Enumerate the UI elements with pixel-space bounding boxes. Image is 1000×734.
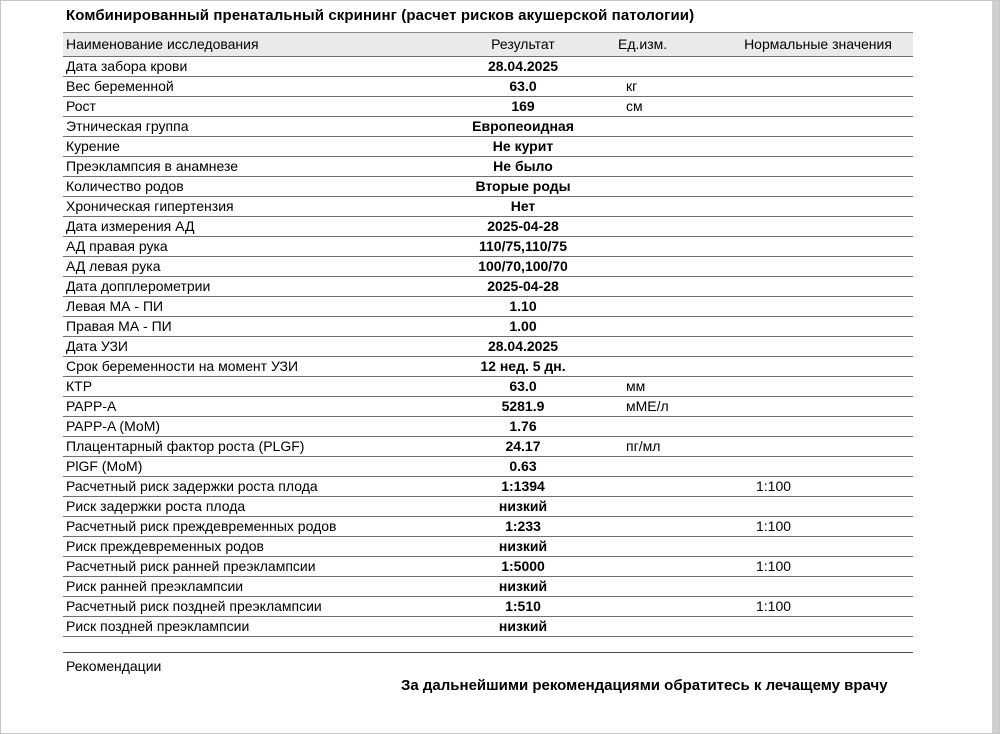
study-result-cell: Нет: [510, 198, 536, 214]
study-result-cell: 24.17: [505, 438, 541, 454]
table-row: [63, 77, 913, 97]
study-result-cell: 5281.9: [501, 398, 545, 414]
study-normal-cell: 1:100: [756, 518, 792, 534]
table-row: [63, 97, 913, 117]
study-name-cell: Дата измерения АД: [66, 218, 195, 234]
study-normal-cell: [723, 257, 913, 276]
study-name-cell: Вес беременной: [66, 78, 174, 94]
table-row: [63, 457, 913, 477]
study-normal-cell: [723, 277, 913, 296]
study-normal-cell: [723, 157, 913, 176]
study-name-cell: Этническая группа: [66, 118, 189, 134]
study-name-cell: АД правая рука: [66, 238, 168, 254]
study-units-cell: пг/мл: [626, 438, 661, 454]
column-header-study-name: Наименование исследования: [66, 36, 259, 52]
study-result-cell: Европеоидная: [472, 118, 574, 134]
study-units-cell: [603, 237, 723, 256]
table-row: [63, 537, 913, 557]
table-row: [63, 557, 913, 577]
table-row: [63, 137, 913, 157]
study-result-cell: 1.76: [509, 418, 537, 434]
table-row: [63, 517, 913, 537]
study-normal-cell: [723, 437, 913, 456]
table-row: [63, 157, 913, 177]
study-result-cell: 28.04.2025: [487, 338, 559, 354]
study-name-cell: PAPP-A (МоМ): [66, 418, 161, 434]
study-units-cell: [603, 137, 723, 156]
study-name-cell: Расчетный риск преждевременных родов: [66, 518, 337, 534]
study-normal-cell: [723, 317, 913, 336]
table-row: [63, 357, 913, 377]
study-result-cell: низкий: [498, 618, 548, 634]
study-name-cell: КТР: [66, 378, 93, 394]
study-result-cell: 0.63: [509, 458, 537, 474]
table-body: [63, 57, 913, 637]
table-row: [63, 257, 913, 277]
study-normal-cell: [723, 177, 913, 196]
study-result-cell: 1.10: [509, 298, 537, 314]
study-result-cell: Вторые роды: [475, 178, 571, 194]
study-result-cell: Не было: [493, 158, 553, 174]
table-row: [63, 577, 913, 597]
study-normal-cell: [723, 137, 913, 156]
recommendations-text: За дальнейшими рекомендациями обратитесь к лечащему врачу: [401, 677, 888, 694]
study-units-cell: [603, 537, 723, 556]
table-row: [63, 397, 913, 417]
recommendations-section: [63, 653, 913, 727]
study-name-cell: Дата забора крови: [66, 58, 188, 74]
study-result-cell: низкий: [498, 498, 548, 514]
study-name-cell: Дата УЗИ: [66, 338, 128, 354]
study-units-cell: [603, 257, 723, 276]
table-row: [63, 337, 913, 357]
study-normal-cell: [723, 217, 913, 236]
study-name-cell: Риск ранней преэклампсии: [66, 578, 244, 594]
study-result-cell: 110/75,110/75: [479, 238, 567, 254]
study-normal-cell: [723, 397, 913, 416]
study-name-cell: Правая МА - ПИ: [66, 318, 172, 334]
study-units-cell: кг: [626, 78, 638, 94]
table-row: [63, 417, 913, 437]
column-header-units: Ед.изм.: [618, 36, 668, 52]
study-result-cell: 2025-04-28: [487, 278, 559, 294]
table-row: [63, 277, 913, 297]
study-units-cell: [603, 197, 723, 216]
study-result-cell: 12 нед. 5 дн.: [480, 358, 566, 374]
study-result-cell: 1:510: [505, 598, 541, 614]
study-normal-cell: [723, 57, 913, 76]
study-name-cell: Риск поздней преэклампсии: [66, 618, 250, 634]
study-normal-cell: [723, 577, 913, 596]
study-units-cell: [603, 477, 723, 496]
results-table: [63, 32, 913, 637]
study-result-cell: 63.0: [509, 378, 537, 394]
table-row: [63, 437, 913, 457]
study-name-cell: Расчетный риск задержки роста плода: [66, 478, 318, 494]
study-name-cell: АД левая рука: [66, 258, 161, 274]
study-name-cell: Риск преждевременных родов: [66, 538, 264, 554]
table-row: [63, 177, 913, 197]
study-result-cell: 2025-04-28: [487, 218, 559, 234]
table-row: [63, 377, 913, 397]
study-normal-cell: [723, 77, 913, 96]
study-units-cell: [603, 597, 723, 616]
table-row: [63, 617, 913, 637]
study-result-cell: 169: [511, 98, 535, 114]
study-name-cell: Срок беременности на момент УЗИ: [66, 358, 299, 374]
study-units-cell: [603, 417, 723, 436]
study-normal-cell: [723, 497, 913, 516]
study-name-cell: PAPP-A: [66, 398, 117, 414]
study-normal-cell: [723, 457, 913, 476]
table-row: [63, 57, 913, 77]
study-normal-cell: 1:100: [756, 478, 792, 494]
study-result-cell: 100/70,100/70: [478, 258, 568, 274]
report-content: [63, 1, 913, 727]
recommendations-label: Рекомендации: [66, 658, 162, 674]
study-result-cell: Не курит: [492, 138, 554, 154]
study-result-cell: 63.0: [509, 78, 537, 94]
study-name-cell: PlGF (МоМ): [66, 458, 143, 474]
study-result-cell: низкий: [498, 538, 548, 554]
study-name-cell: Плацентарный фактор роста (PLGF): [66, 438, 305, 454]
study-name-cell: Расчетный риск ранней преэклампсии: [66, 558, 316, 574]
study-normal-cell: 1:100: [756, 558, 792, 574]
study-normal-cell: [723, 537, 913, 556]
study-result-cell: 28.04.2025: [487, 58, 559, 74]
study-name-cell: Преэклампсия в анамнезе: [66, 158, 239, 174]
study-units-cell: [603, 517, 723, 536]
study-units-cell: [603, 577, 723, 596]
column-header-result: Результат: [491, 36, 555, 52]
study-normal-cell: [723, 417, 913, 436]
study-normal-cell: 1:100: [756, 598, 792, 614]
study-name-cell: Курение: [66, 138, 120, 154]
study-normal-cell: [723, 197, 913, 216]
study-name-cell: Дата допплерометрии: [66, 278, 211, 294]
study-result-cell: 1:233: [505, 518, 541, 534]
table-row: [63, 217, 913, 237]
table-row: [63, 197, 913, 217]
table-row: [63, 317, 913, 337]
vertical-scrollbar[interactable]: [992, 1, 999, 733]
table-row: [63, 497, 913, 517]
table-row: [63, 117, 913, 137]
table-row: [63, 477, 913, 497]
study-units-cell: [603, 557, 723, 576]
table-header-row: [63, 32, 913, 57]
study-normal-cell: [723, 97, 913, 116]
study-normal-cell: [723, 617, 913, 636]
study-name-cell: Риск задержки роста плода: [66, 498, 246, 514]
study-units-cell: [603, 57, 723, 76]
study-units-cell: [603, 277, 723, 296]
table-row: [63, 597, 913, 617]
study-units-cell: [603, 317, 723, 336]
page-title: Комбинированный пренатальный скрининг (расчет рисков акушерской патологии): [66, 7, 695, 24]
study-result-cell: 1:5000: [501, 558, 545, 574]
study-units-cell: см: [626, 98, 643, 114]
study-units-cell: [603, 457, 723, 476]
study-units-cell: [603, 177, 723, 196]
study-units-cell: [603, 217, 723, 236]
study-result-cell: 1.00: [509, 318, 537, 334]
study-result-cell: низкий: [498, 578, 548, 594]
study-name-cell: Количество родов: [66, 178, 184, 194]
study-units-cell: мМЕ/л: [626, 398, 669, 414]
study-units-cell: [603, 357, 723, 376]
study-name-cell: Хроническая гипертензия: [66, 198, 234, 214]
study-normal-cell: [723, 237, 913, 256]
study-normal-cell: [723, 377, 913, 396]
study-units-cell: [603, 337, 723, 356]
study-normal-cell: [723, 337, 913, 356]
study-units-cell: [603, 497, 723, 516]
study-units-cell: мм: [626, 378, 646, 394]
study-units-cell: [603, 157, 723, 176]
study-name-cell: Левая МА - ПИ: [66, 298, 164, 314]
study-result-cell: 1:1394: [501, 478, 545, 494]
study-units-cell: [603, 297, 723, 316]
study-normal-cell: [723, 357, 913, 376]
study-units-cell: [603, 117, 723, 136]
table-row: [63, 297, 913, 317]
column-header-normal-values: Нормальные значения: [744, 36, 892, 52]
study-name-cell: Рост: [66, 98, 96, 114]
study-normal-cell: [723, 297, 913, 316]
study-normal-cell: [723, 117, 913, 136]
study-units-cell: [603, 617, 723, 636]
study-name-cell: Расчетный риск поздней преэклампсии: [66, 598, 322, 614]
table-row: [63, 237, 913, 257]
